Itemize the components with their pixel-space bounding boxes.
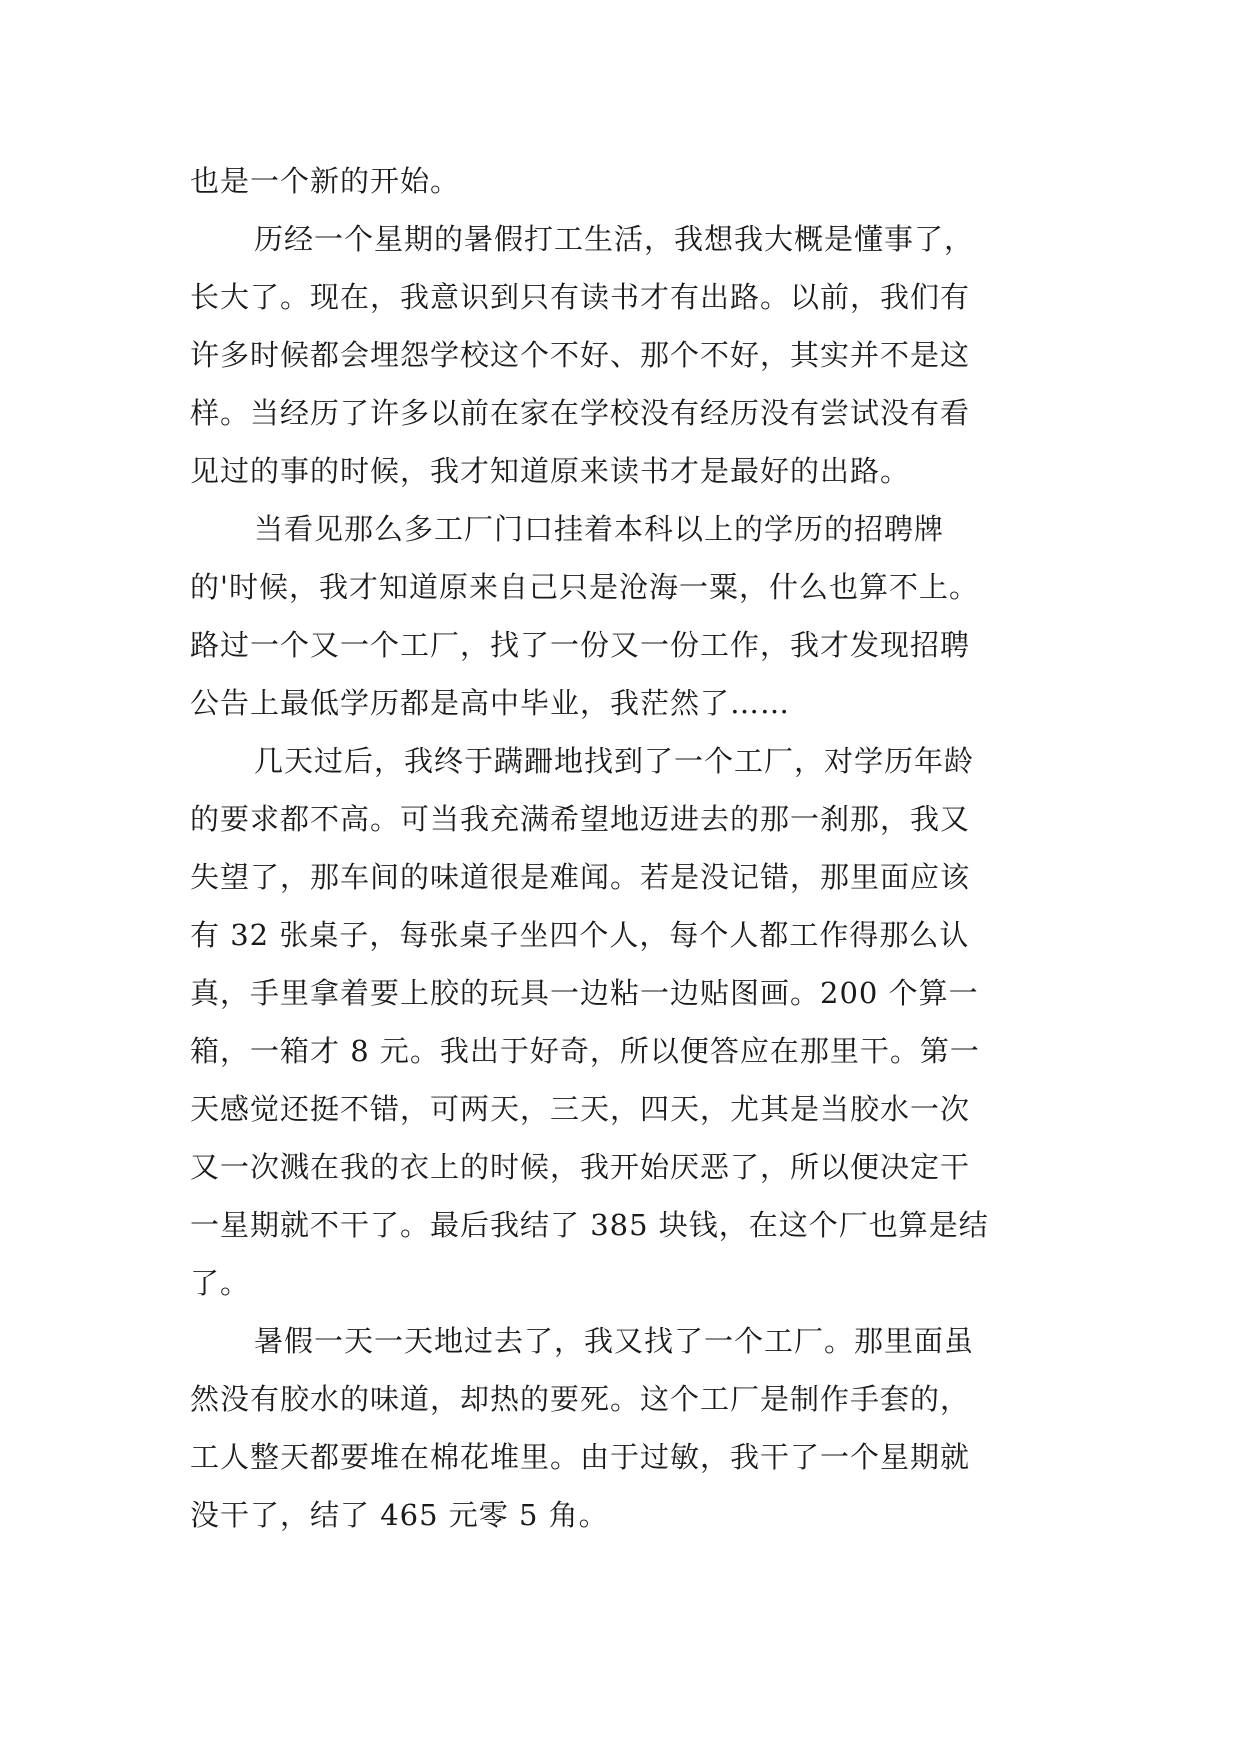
text-line: 天感觉还挺不错，可两天，三天，四天，尤其是当胶水一次	[190, 1092, 971, 1126]
text-line: 没干了，结了 465 元零 5 角。	[190, 1498, 609, 1532]
text-line: 路过一个又一个工厂，找了一份又一份工作，我才发现招聘	[190, 628, 971, 662]
text-line: 的要求都不高。可当我充满希望地迈进去的那一刹那，我又	[190, 802, 971, 836]
text-line: 样。当经历了许多以前在家在学校没有经历没有尝试没有看	[190, 396, 971, 430]
text-line: 长大了。现在，我意识到只有读书才有出路。以前，我们有	[190, 280, 971, 314]
document-body	[190, 152, 1060, 1544]
text-line: 又一次溅在我的衣上的时候，我开始厌恶了，所以便决定干	[190, 1150, 971, 1184]
text-line: 一星期就不干了。最后我结了 385 块钱，在这个厂也算是结	[190, 1208, 989, 1242]
text-line: 公告上最低学历都是高中毕业，我茫然了……	[190, 686, 791, 720]
text-line: 工人整天都要堆在棉花堆里。由于过敏，我干了一个星期就	[190, 1440, 971, 1474]
paragraph-first-line: 历经一个星期的暑假打工生活，我想我大概是懂事了，	[254, 222, 975, 256]
text-line: 也是一个新的开始。	[190, 164, 461, 198]
text-line: 箱，一箱才 8 元。我出于好奇，所以便答应在那里干。第一	[190, 1034, 980, 1068]
paragraph-first-line: 暑假一天一天地过去了，我又找了一个工厂。那里面虽	[254, 1324, 975, 1358]
text-line: 有 32 张桌子，每张桌子坐四个人，每个人都工作得那么认	[190, 918, 970, 952]
text-line: 然没有胶水的味道，却热的要死。这个工厂是制作手套的，	[190, 1382, 971, 1416]
text-line: 真，手里拿着要上胶的玩具一边粘一边贴图画。200 个算一	[190, 976, 979, 1010]
paragraph-first-line: 几天过后，我终于蹒跚地找到了一个工厂，对学历年龄	[254, 744, 975, 778]
text-line: 失望了，那车间的味道很是难闻。若是没记错，那里面应该	[190, 860, 971, 894]
text-line: 了。	[190, 1266, 251, 1300]
text-line: 见过的事的时候，我才知道原来读书才是最好的出路。	[190, 454, 911, 488]
paragraph-first-line: 当看见那么多工厂门口挂着本科以上的学历的招聘牌	[254, 512, 945, 546]
text-line: 的'时候，我才知道原来自己只是沧海一粟，什么也算不上。	[190, 570, 979, 604]
text-line: 许多时候都会埋怨学校这个不好、那个不好，其实并不是这	[190, 338, 971, 372]
